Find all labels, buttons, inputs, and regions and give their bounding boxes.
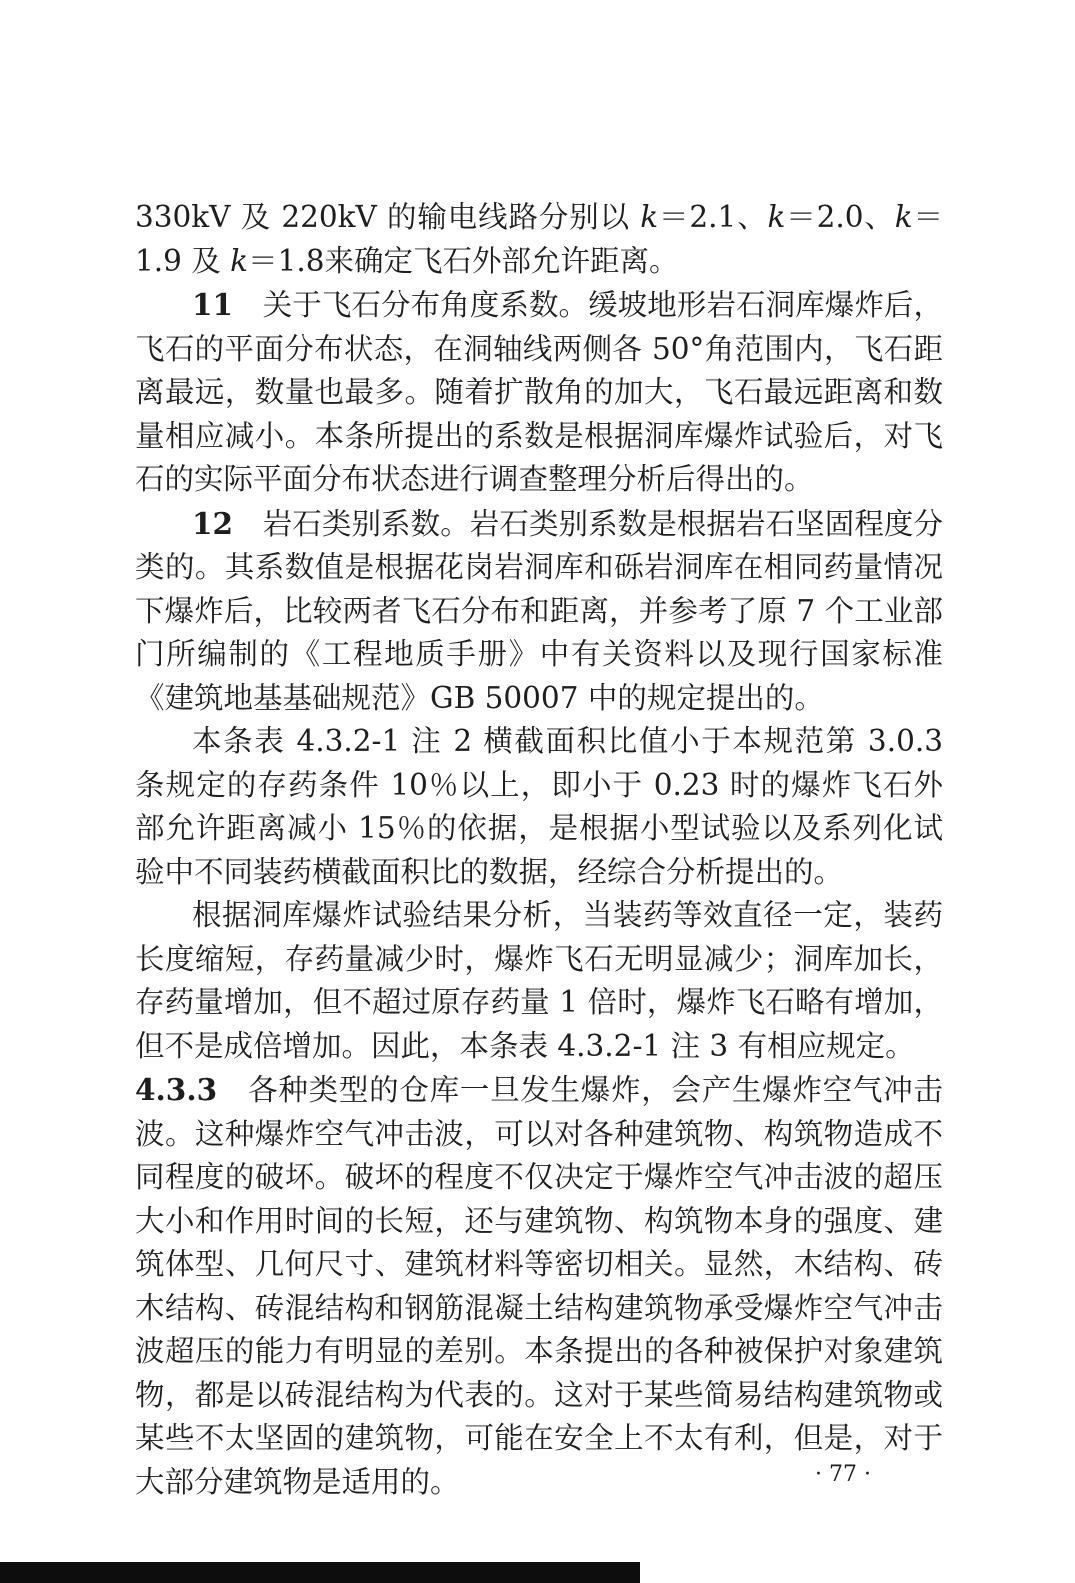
scan-edge-shadow [0,1562,640,1583]
math-variable-k: k [640,200,659,234]
item-number: 11 [192,287,234,322]
text-run: ＝1.9 及 [135,200,943,278]
math-variable-k: k [767,200,786,234]
math-variable-k: k [894,200,913,234]
paragraph-note-2 [135,720,943,894]
paragraph-note-3 [135,894,943,1068]
text-run: ＝2.1、 [658,200,768,234]
text-run: 岩石类别系数。岩石类别系数是根据岩石坚固程度分类的。其系数值是根据花岗岩洞库和砾岩洞库在相同药量情况下爆炸后，比较两者飞石分布和距离，并参考了原 7 个工业部门所编制的《工程地质手册》中有关资料以及现行国家标准《建筑地基基础规范》GB 50007 中的规定提出的。 [135,506,943,715]
section-number: 4.3.3 [135,1072,218,1107]
text-run: 关于飞石分布角度系数。缓坡地形岩石洞库爆炸后，飞石的平面分布状态，在洞轴线两侧各 50°角范围内，飞石距离最远，数量也最多。随着扩散角的加大，飞石最远距离和数量相应减小。本条所提出的系数是根据洞库爆炸试验后，对飞石的实际平面分布状态进行调查整理分析后得出的。 [135,288,943,496]
text-run: 根据洞库爆炸试验结果分析，当装药等效直径一定，装药长度缩短，存药量减少时，爆炸飞石无明显减少；洞库加长，存药量增加，但不超过原存药量 1 倍时，爆炸飞石略有增加，但不是成倍增加。因此，本条表 4.3.2-1 注 3 有相应规定。 [135,898,943,1063]
page-number: · 77 · [815,1462,871,1487]
text-run: 330kV 及 220kV 的输电线路分别以 [135,200,641,234]
text-run: 本条表 4.3.2-1 注 2 横截面积比值小于本规范第 3.0.3 条规定的存药条件 10％以上，即小于 0.23 时的爆炸飞石外部允许距离减小 15％的依据，是根据小型试验以及系列化试验中不同装药横截面积比的数据，经综合分析提出的。 [135,724,943,889]
item-number: 12 [192,505,234,541]
text-run: 各种类型的仓库一旦发生爆炸，会产生爆炸空气冲击波。这种爆炸空气冲击波，可以对各种建筑物、构筑物造成不同程度的破坏。破坏的程度不仅决定于爆炸空气冲击波的超压大小和作用时间的长短，还与建筑物、构筑物本身的强度、建筑体型、几何尺寸、建筑材料等密切相关。显然，木结构、砖木结构、砖混结构和钢筋混凝土结构建筑物承受爆炸空气冲击波超压的能力有明显的差别。本条提出的各种被保护对象建筑物，都是以砖混结构为代表的。这对于某些简易结构建筑物或某些不太坚固的建筑物，可能在安全上不太有利，但是，对于大部分建筑物是适用的。 [135,1073,943,1499]
paragraph-section-4-3-3 [135,1068,943,1504]
text-run: ＝1.8来确定飞石外部允许距离。 [248,243,679,278]
page-body [135,196,943,1504]
text-run: ＝2.0、 [785,200,895,234]
paragraph-item-12 [135,502,943,721]
paragraph-item-11 [135,283,943,502]
math-variable-k: k [230,243,249,278]
paragraph-continuation [135,196,943,283]
